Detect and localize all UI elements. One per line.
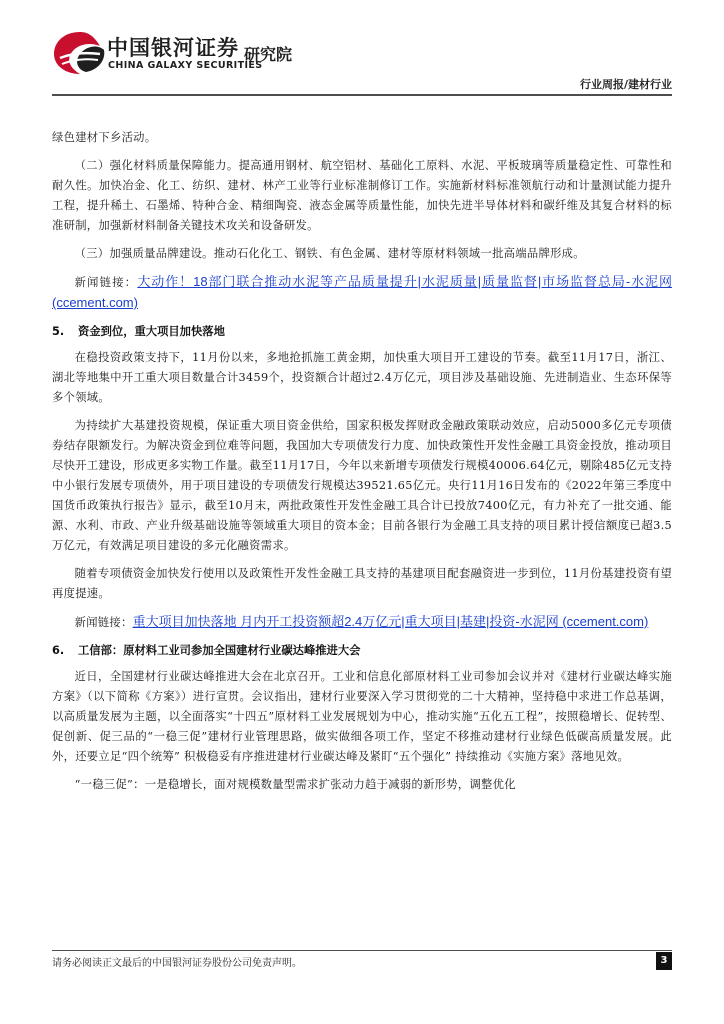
brand-name-cn: 中国银河证券: [107, 36, 239, 60]
header-divider: [52, 94, 672, 96]
section-number: 6.: [52, 644, 65, 657]
section-heading: [52, 641, 672, 661]
paragraph: 为持续扩大基建投资规模，保证重大项目资金供给，国家积极发挥财政金融政策联动效应，启动5000多亿元专项债券结存限额发行。为解决资金到位难等问题，我国加大专项债发行力度、加快政策性开发性金融工具资金投放，推动项目尽快开工建设，形成更多实物工作量。截至11月17日，今年以来新增专项债发行规模40006.64亿元，剔除485亿元支持中小银行发展专项债外，用于项目建设的专项债发行规模达39521.65亿元。央行11月16日发布的《2022年第三季度中国货币政策执行报告》显示，截至10月末，两批政策性开发性金融工具合计已投放7400亿元，有力补充了一批交通、能源、水利、市政、产业升级基础设施等领域重大项目的资本金；目前各银行为金融工具支持的项目累计授信额度已超3.5万亿元，有效满足项目建设的多元化融资需求。: [52, 419, 672, 552]
section-heading: [52, 322, 672, 342]
page-header: [0, 0, 724, 100]
paragraph: （二）强化材料质量保障能力。提高通用钢材、航空铝材、基础化工原料、水泥、平板玻璃等质量稳定性、可靠性和耐久性。加快冶金、化工、纺织、建材、林产工业等行业标准制修订工作。实施新材料标准领航行动和计量测试能力提升工程，提升稀土、石墨烯、特种合金、精细陶瓷、液态金属等质量性能，加快先进半导体材料和碳纤维及其复合材料的标准研制，加强新材料制备关键技术攻关和设备研发。: [52, 159, 672, 232]
paragraph: 随着专项债资金加快发行使用以及政策性开发性金融工具支持的基建项目配套融资进一步到位，11月份基建投资有望再度提速。: [52, 567, 672, 600]
institute-label: 研究院: [244, 45, 293, 64]
section-title: 工信部：原材料工业司参加全国建材行业碳达峰推进大会: [78, 644, 361, 657]
news-link[interactable]: 大动作！18部门联合推动水泥等产品质量提升|水泥质量|质量监督|市场监督总局-水泥网 (ccement.com): [52, 274, 672, 310]
news-link-line: [52, 612, 672, 633]
news-link-line: [52, 272, 672, 314]
paragraph: 绿色建材下乡活动。: [52, 131, 157, 144]
footer-disclaimer: 请务必阅读正文最后的中国银河证券股份公司免责声明。: [52, 958, 302, 969]
section-title: 资金到位，重大项目加快落地: [78, 325, 225, 338]
paragraph: “一稳三促”：一是稳增长，面对规模数量型需求扩张动力趋于减弱的新形势，调整优化: [74, 778, 516, 791]
page-content: [52, 128, 672, 795]
news-link-prefix: 新闻链接：: [74, 276, 138, 289]
footer-divider: [52, 950, 672, 951]
section-number: 5.: [52, 325, 65, 338]
brand-name-en: CHINA GALAXY SECURITIES: [108, 60, 263, 71]
paragraph: 在稳投资政策支持下，11月份以来，多地抢抓施工黄金期，加快重大项目开工建设的节奏。截至11月17日，浙江、湖北等地集中开工重大项目数量合计3459个，投资额合计超过2.4万亿元，项目涉及基础设施、先进制造业、生态环保等多个领域。: [52, 351, 672, 404]
paragraph: （三）加强质量品牌建设。推动石化化工、钢铁、有色金属、建材等原材料领域一批高端品牌形成。: [74, 247, 585, 260]
news-link[interactable]: 重大项目加快落地 月内开工投资额超2.4万亿元|重大项目|基建|投资-水泥网 (ccement.com): [132, 614, 649, 629]
report-type: 行业周报/建材行业: [579, 78, 672, 91]
page-number: 3: [656, 952, 672, 970]
galaxy-logo-icon: [50, 28, 110, 78]
paragraph: 近日，全国建材行业碳达峰推进大会在北京召开。工业和信息化部原材料工业司参加会议并对《建材行业碳达峰实施方案》（以下简称《方案》）进行宣贯。会议指出，建材行业要深入学习贯彻党的二十大精神，坚持稳中求进工作总基调，以高质量发展为主题，以全面落实“十四五”原材料工业发展规划为中心，推动实施“五化五工程”，按照稳增长、促转型、促创新、促三品的“一稳三促”建材行业管理思路，做实做细各项工作，坚定不移推动建材行业绿色低碳高质量发展。此外，还要立足“四个统筹” 积极稳妥有序推进建材行业碳达峰及紧盯“五个强化” 持续推动《实施方案》落地见效。: [52, 670, 672, 763]
news-link-prefix: 新闻链接：: [74, 616, 133, 629]
